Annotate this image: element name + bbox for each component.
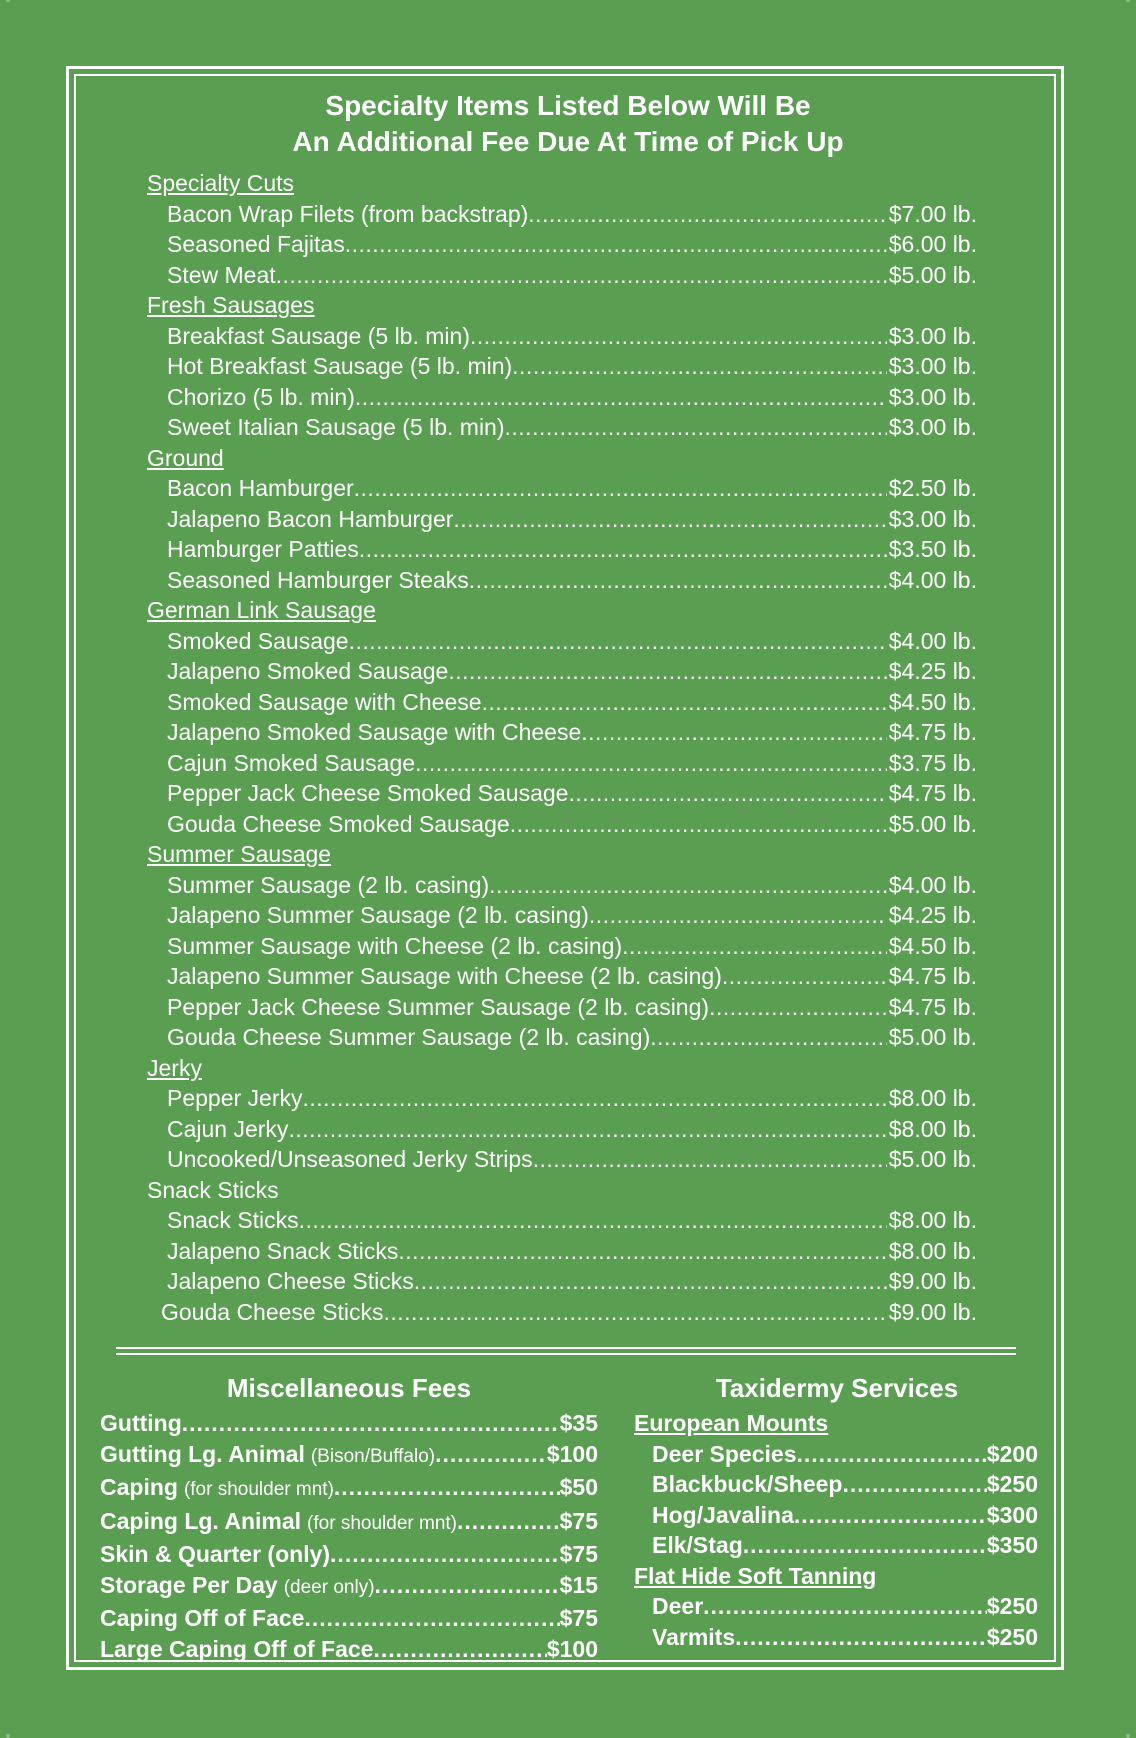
- price-row: [147, 748, 977, 779]
- item-name: Seasoned Hamburger Steaks: [167, 566, 469, 593]
- price-row: [147, 382, 977, 413]
- price-row: [147, 900, 977, 931]
- price-row: [147, 504, 977, 535]
- service-row: [634, 1622, 1038, 1653]
- leader-dots: [373, 1634, 546, 1665]
- item-price: $4.75 lb.: [888, 963, 977, 989]
- section-divider: [116, 1347, 1016, 1355]
- category-specialty-cuts: Specialty Cuts: [147, 170, 295, 196]
- price-row: [147, 870, 977, 901]
- fee-name: Large Caping Off of Face: [100, 1635, 374, 1662]
- item-name: Jalapeno Cheese Sticks: [167, 1268, 414, 1294]
- item-price: $9.00 lb.: [888, 1298, 977, 1325]
- price-row: [147, 199, 977, 230]
- taxidermy-title: Taxidermy Services: [715, 1373, 959, 1403]
- leader-dots: [743, 1530, 987, 1561]
- leader-dots: [470, 321, 887, 352]
- service-row: [634, 1469, 1038, 1500]
- leader-dots: [533, 1144, 887, 1175]
- leader-dots: [182, 1408, 560, 1439]
- item-price: $4.75 lb.: [888, 993, 977, 1020]
- fee-name: Skin & Quarter (only): [100, 1541, 331, 1567]
- price-row: [147, 992, 977, 1023]
- corner-mark: [1126, 1734, 1130, 1738]
- leader-dots: [489, 870, 887, 901]
- service-price: $300: [986, 1501, 1038, 1528]
- item-name: Seasoned Fajitas: [167, 231, 345, 257]
- category-jerky: Jerky: [147, 1054, 202, 1081]
- fee-row: [100, 1506, 598, 1540]
- service-row: [634, 1591, 1038, 1622]
- fee-row: [100, 1472, 598, 1506]
- price-row: [147, 1205, 977, 1236]
- price-row: [147, 351, 977, 382]
- price-row: [147, 321, 977, 352]
- item-price: $9.00 lb.: [888, 1268, 977, 1294]
- leader-dots: [568, 778, 886, 809]
- service-name: Varmits: [652, 1623, 736, 1650]
- item-name: Gouda Cheese Sticks: [161, 1298, 384, 1325]
- price-row: [147, 626, 977, 657]
- item-name: Smoked Sausage: [167, 627, 349, 654]
- item-price: $4.75 lb.: [888, 780, 977, 806]
- fee-name: Caping: [100, 1474, 178, 1500]
- item-name: Breakfast Sausage (5 lb. min): [167, 322, 470, 349]
- service-name: Deer Species: [652, 1440, 797, 1467]
- item-price: $5.00 lb.: [888, 1146, 977, 1172]
- price-row: [147, 534, 977, 565]
- item-price: $4.75 lb.: [888, 719, 977, 745]
- item-price: $2.50 lb.: [888, 475, 977, 501]
- service-price: $250: [986, 1593, 1038, 1619]
- item-price: $3.50 lb.: [888, 536, 977, 562]
- fee-price: $75: [559, 1507, 598, 1534]
- fee-note: (Bison/Buffalo): [310, 1445, 436, 1467]
- item-price: $6.00 lb.: [888, 231, 977, 257]
- corner-mark: [1126, 0, 1130, 2]
- item-name: Bacon Wrap Filets (from backstrap): [167, 200, 529, 227]
- fee-row: [100, 1539, 598, 1570]
- leader-dots: [505, 412, 887, 443]
- service-row: [634, 1530, 1038, 1561]
- leader-dots: [482, 687, 887, 718]
- fee-price: $75: [559, 1541, 598, 1567]
- category-ground: Ground: [147, 444, 224, 471]
- item-name: Jalapeno Summer Sausage with Cheese (2 lb. casing): [167, 963, 722, 989]
- corner-mark: [6, 1734, 10, 1738]
- item-price: $3.00 lb.: [888, 353, 977, 379]
- leader-dots: [457, 1506, 560, 1537]
- leader-dots: [796, 1439, 986, 1470]
- service-name: Blackbuck/Sheep: [652, 1471, 843, 1497]
- fee-row: [100, 1634, 598, 1665]
- leader-dots: [375, 1570, 560, 1601]
- leader-dots: [709, 992, 887, 1023]
- leader-dots: [414, 1266, 887, 1297]
- item-name: Pepper Jerky: [167, 1085, 303, 1111]
- leader-dots: [735, 1622, 987, 1653]
- heading-line-2: An Additional Fee Due At Time of Pick Up: [292, 126, 844, 157]
- item-name: Jalapeno Smoked Sausage: [167, 658, 449, 684]
- item-price: $5.00 lb.: [888, 1024, 977, 1050]
- item-price: $8.00 lb.: [888, 1207, 977, 1233]
- leader-dots: [345, 229, 887, 260]
- item-name: Cajun Jerky: [167, 1115, 289, 1142]
- leader-dots: [304, 1603, 559, 1634]
- service-price: $200: [986, 1440, 1038, 1467]
- price-row: [147, 687, 977, 718]
- fee-row: [100, 1570, 598, 1604]
- category-flat-hide-soft-tanning: Flat Hide Soft Tanning: [634, 1562, 877, 1589]
- price-row: [147, 1297, 977, 1328]
- price-row: [147, 931, 977, 962]
- leader-dots: [453, 504, 886, 535]
- fee-price: $75: [559, 1605, 598, 1631]
- leader-dots: [512, 351, 887, 382]
- fee-note: (for shoulder mnt): [183, 1479, 334, 1500]
- leader-dots: [528, 199, 886, 230]
- item-name: Summer Sausage (2 lb. casing): [167, 871, 490, 898]
- fee-price: $100: [546, 1440, 598, 1467]
- fee-price: $15: [559, 1571, 598, 1598]
- item-price: $3.00 lb.: [888, 505, 977, 532]
- price-row: [147, 717, 977, 748]
- service-name: Deer: [652, 1593, 704, 1619]
- price-row: [147, 1236, 977, 1267]
- item-price: $8.00 lb.: [888, 1115, 977, 1142]
- leader-dots: [354, 473, 887, 504]
- price-row: [147, 656, 977, 687]
- price-row: [147, 1266, 977, 1297]
- service-price: $250: [986, 1623, 1038, 1650]
- leader-dots: [703, 1591, 987, 1622]
- item-price: $4.00 lb.: [888, 871, 977, 898]
- item-name: Hot Breakfast Sausage (5 lb. min): [167, 353, 513, 379]
- fee-row: [100, 1408, 598, 1439]
- fee-row: [100, 1603, 598, 1634]
- leader-dots: [589, 900, 887, 931]
- service-price: $250: [986, 1471, 1038, 1497]
- item-name: Stew Meat: [167, 261, 276, 288]
- item-price: $3.00 lb.: [888, 414, 977, 440]
- item-price: $4.00 lb.: [888, 627, 977, 654]
- price-row: [147, 473, 977, 504]
- item-name: Jalapeno Bacon Hamburger: [167, 505, 454, 532]
- item-price: $4.25 lb.: [888, 902, 977, 928]
- category-european-mounts: European Mounts: [634, 1410, 829, 1436]
- price-row: [147, 1144, 977, 1175]
- leader-dots: [299, 1205, 887, 1236]
- leader-dots: [581, 717, 886, 748]
- item-name: Jalapeno Smoked Sausage with Cheese: [167, 719, 582, 745]
- price-row: [147, 412, 977, 443]
- service-row: [634, 1500, 1038, 1531]
- service-price: $350: [986, 1532, 1038, 1558]
- fee-price: $50: [559, 1474, 598, 1500]
- leader-dots: [398, 1236, 886, 1267]
- fee-name: Caping Lg. Animal: [100, 1507, 302, 1534]
- category-snack-sticks: Snack Sticks: [147, 1176, 279, 1203]
- leader-dots: [469, 565, 887, 596]
- item-price: $3.75 lb.: [888, 749, 977, 776]
- corner-mark: [6, 0, 10, 2]
- item-name: Chorizo (5 lb. min): [167, 383, 355, 410]
- leader-dots: [288, 1114, 886, 1145]
- item-name: Pepper Jack Cheese Smoked Sausage: [167, 780, 569, 806]
- leader-dots: [383, 1297, 886, 1328]
- heading-line-1: Specialty Items Listed Below Will Be: [325, 90, 811, 121]
- item-price: $4.50 lb.: [888, 932, 977, 959]
- price-row: [147, 1022, 977, 1053]
- price-row: [147, 809, 977, 840]
- misc-fees-title: Miscellaneous Fees: [226, 1373, 472, 1403]
- leader-dots: [334, 1472, 560, 1503]
- fee-price: $100: [546, 1635, 598, 1662]
- price-row: [147, 1083, 977, 1114]
- leader-dots: [355, 382, 887, 413]
- category-german-link-sausage: German Link Sausage: [147, 597, 376, 623]
- item-name: Snack Sticks: [167, 1207, 299, 1233]
- leader-dots: [415, 748, 887, 779]
- service-name: Hog/Javalina: [652, 1501, 794, 1528]
- item-price: $3.00 lb.: [888, 383, 977, 410]
- leader-dots: [303, 1083, 887, 1114]
- item-price: $5.00 lb.: [888, 810, 977, 837]
- fee-row: [100, 1439, 598, 1473]
- item-price: $4.25 lb.: [888, 658, 977, 684]
- fee-note: (deer only): [283, 1576, 375, 1598]
- leader-dots: [330, 1539, 560, 1570]
- fee-name: Gutting: [100, 1410, 182, 1436]
- leader-dots: [650, 1022, 886, 1053]
- price-row: [147, 229, 977, 260]
- leader-dots: [622, 931, 887, 962]
- leader-dots: [510, 809, 887, 840]
- item-name: Summer Sausage with Cheese (2 lb. casing): [167, 932, 623, 959]
- fee-name: Storage Per Day: [100, 1571, 278, 1598]
- leader-dots: [276, 260, 887, 291]
- category-fresh-sausages: Fresh Sausages: [147, 292, 315, 318]
- service-row: [634, 1439, 1038, 1470]
- item-name: Pepper Jack Cheese Summer Sausage (2 lb. casing): [167, 993, 710, 1020]
- fee-name: Gutting Lg. Animal: [100, 1440, 305, 1467]
- specialty-list: [147, 168, 977, 1327]
- leader-dots: [349, 626, 887, 657]
- item-name: Sweet Italian Sausage (5 lb. min): [167, 414, 505, 440]
- item-name: Cajun Smoked Sausage: [167, 749, 416, 776]
- leader-dots: [448, 656, 886, 687]
- leader-dots: [722, 961, 887, 992]
- fee-price: $35: [559, 1410, 598, 1436]
- item-name: Gouda Cheese Smoked Sausage: [167, 810, 510, 837]
- item-name: Jalapeno Snack Sticks: [167, 1237, 399, 1264]
- item-price: $5.00 lb.: [888, 261, 977, 288]
- fee-name: Caping Off of Face: [100, 1605, 305, 1631]
- price-row: [147, 565, 977, 596]
- item-price: $4.00 lb.: [888, 566, 977, 593]
- item-price: $4.50 lb.: [888, 688, 977, 715]
- price-row: [147, 260, 977, 291]
- leader-dots: [794, 1500, 987, 1531]
- item-name: Bacon Hamburger: [167, 475, 354, 501]
- leader-dots: [435, 1439, 547, 1470]
- item-price: $3.00 lb.: [888, 322, 977, 349]
- item-price: $8.00 lb.: [888, 1237, 977, 1264]
- service-name: Elk/Stag: [652, 1532, 743, 1558]
- taxidermy-list: [634, 1408, 1038, 1652]
- fee-note: (for shoulder mnt): [307, 1512, 457, 1534]
- item-price: $7.00 lb.: [888, 200, 977, 227]
- item-name: Hamburger Patties: [167, 536, 359, 562]
- price-row: [147, 961, 977, 992]
- item-price: $8.00 lb.: [888, 1085, 977, 1111]
- item-name: Jalapeno Summer Sausage (2 lb. casing): [167, 902, 589, 928]
- item-name: Uncooked/Unseasoned Jerky Strips: [167, 1146, 533, 1172]
- price-row: [147, 778, 977, 809]
- misc-fees-list: [100, 1408, 598, 1664]
- item-name: Gouda Cheese Summer Sausage (2 lb. casing): [167, 1024, 651, 1050]
- item-name: Smoked Sausage with Cheese: [167, 688, 482, 715]
- price-row: [147, 1114, 977, 1145]
- leader-dots: [842, 1469, 986, 1500]
- category-summer-sausage: Summer Sausage: [147, 841, 332, 867]
- leader-dots: [359, 534, 887, 565]
